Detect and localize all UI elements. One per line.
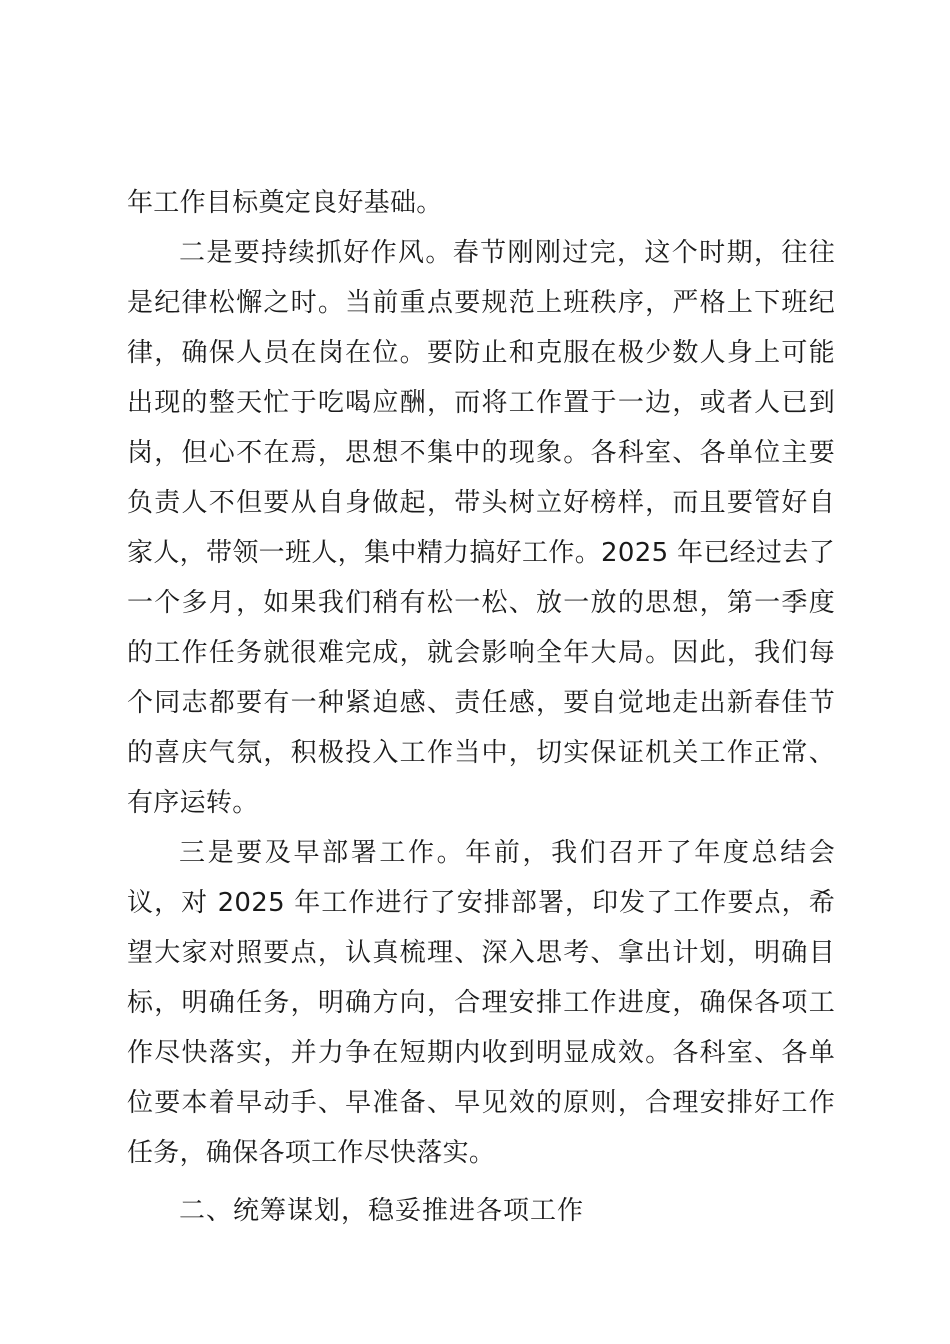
section-heading: 二、统筹谋划，稳妥推进各项工作 bbox=[179, 1196, 585, 1226]
paragraph-work-style: 二是要持续抓好作风。春节刚刚过完，这个时期，往往是纪律松懈之时。当前重点要规范上班秩序，严格上下班纪律，确保人员在岗在位。要防止和克服在极少数人身上可能出现的整天忙于吃喝应酬，而将工作置于一边，或者人已到岗，但心不在焉，思想不集中的现象。各科室、各单位主要负责人不但要从自身做起，带头树立好榜样，而且要管好自家人，带领一班人，集中精力搞好工作。2025 年已经过去了一个多月，如果我们稍有松一松、放一放的思想，第一季度的工作任务就很难完成，就会影响全年大局。因此，我们每个同志都要有一种紧迫感、责任感，要自觉地走出新春佳节的喜庆气氛，积极投入工作当中，切实保证机关工作正常、有序运转。 bbox=[127, 238, 835, 818]
paragraph-early-deployment: 三是要及早部署工作。年前，我们召开了年度总结会议，对 2025 年工作进行了安排部署，印发了工作要点，希望大家对照要点，认真梳理、深入思考、拿出计划，明确目标，明确任务，明确方向，合理安排工作进度，确保各项工作尽快落实，并力争在短期内收到明显成效。各科室、各单位要本着早动手、早准备、早见效的原则，合理安排好工作任务，确保各项工作尽快落实。 bbox=[127, 838, 835, 1168]
document-body bbox=[127, 178, 835, 1236]
paragraph-continuation: 年工作目标奠定良好基础。 bbox=[127, 188, 443, 218]
